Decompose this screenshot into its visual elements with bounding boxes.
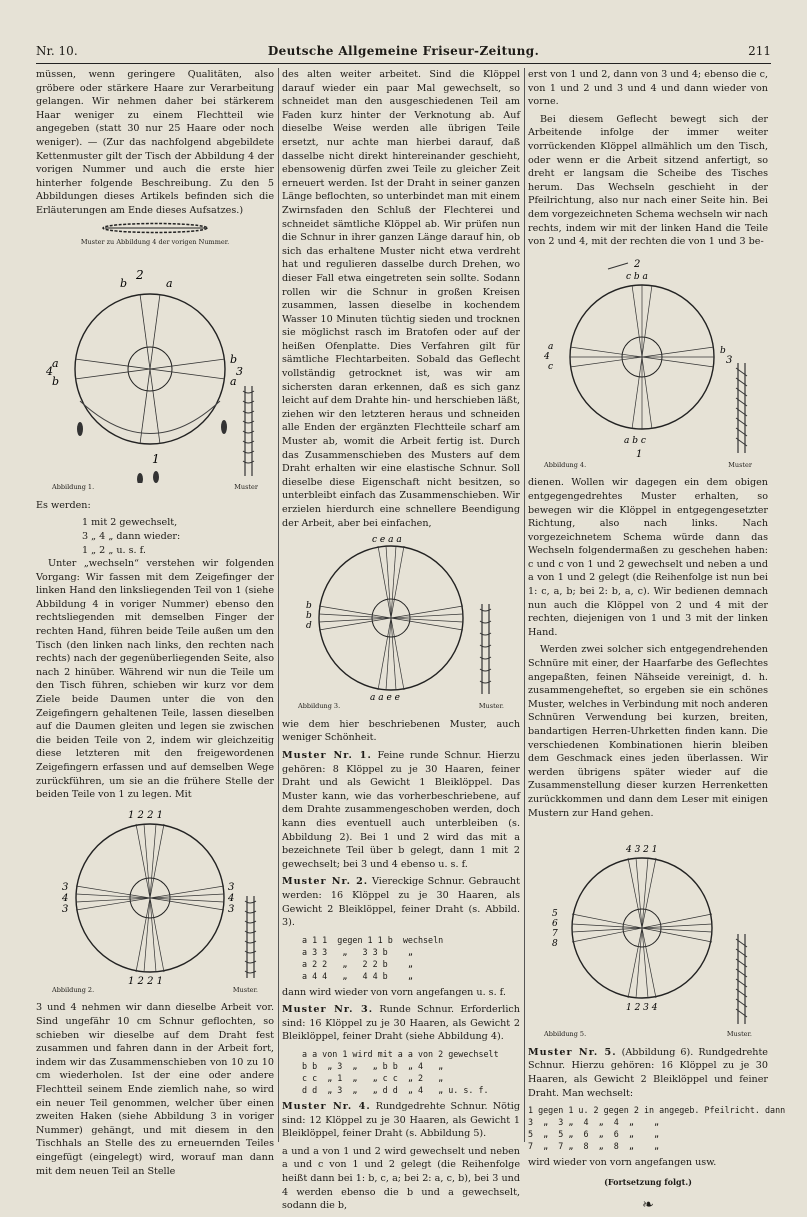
exchange-list [82, 516, 274, 557]
svg-text:c b a: c b a [626, 271, 648, 282]
svg-text:8: 8 [552, 939, 558, 950]
column-3 [528, 68, 786, 1214]
table-row: a 1 1 gegen 1 1 b wechseln [302, 934, 444, 945]
paragraph: 3 und 4 nehmen wir dann dieselbe Arbeit vor. Sind ungefähr 10 cm Schnur geflochten, so schieben wir dieselbe auf dem Draht fest zusammen und fahren dann in der Arbeit fort, indem wir das Zusammenschieben von 10 zu 10 cm wiederholen. Ist der eine oder andere Flechtteil seinem Ende ziemlich nahe, so wird ein neuer Teil genommen, welcher über einen zweiten Haken (siehe Abbildung 3 in voriger Nummer) gehängt, und mit diesem in den Tischhals an Stelle des zu erneuernden Teiles eingefügt (eingelegt) wird, worauf man dann mit dem neuen Teil an Stelle [36, 1002, 274, 1177]
figure-sample-label: Muster [234, 483, 258, 492]
figure-label: Abbildung 2. [52, 985, 95, 994]
page-number: 211 [748, 44, 771, 58]
svg-text:7: 7 [552, 929, 558, 940]
pattern-5 [528, 1046, 768, 1100]
svg-text:3: 3 [62, 881, 69, 893]
svg-text:a: a [52, 357, 59, 371]
svg-text:4: 4 [544, 351, 550, 362]
pattern-text: (Abbildung 6). Rundgedrehte Schnur. Hierzu gehören: 16 Klöppel zu je 30 Haaren, als Gewicht 2 Bleiklöppel und feiner Draht. Man wechselt: [528, 1046, 768, 1099]
table-row: a a von 1 wird mit a a von 2 gewechselt [302, 1049, 499, 1060]
paragraph: müssen, wenn geringere Qualitäten, also gröbere oder stärkere Haare zur Verarbeitung gelangen. Wir nehmen daher bei stärkerem Haar weniger zu einem Flechtteil wie angegeben (statt 30 nur 25 Haare oder noch weniger). — (Zur das nachfolgend abgebildete Kettenmuster gilt der Tisch der Abbildung 4 der vorigen Nummer und auch die erste hier hinterher folgende Beschreibung. Zu den 5 Abbildungen dieses Artikels befinden sich die Erläuterungen am Ende dieses Aufsatzes.) [36, 69, 274, 216]
figure-sample-label: Muster. [726, 1030, 752, 1039]
paragraph: Unter „wechseln“ verstehen wir folgenden Vorgang: Wir fassen mit dem Zeigefinger der linken Hand den linksliegenden Teil von 1 (siehe Abbildung 4 in voriger Nummer) ebenso den rechtsliegenden mit demselben Finger der rechten Hand, führen beide Teile außen um den Tisch (den linken nach links, den rechten nach rechts) nach der gegenüberliegenden Seite, also nach 2 hinüber. Während wir nun die Teile um den Tisch führen, schieben wir kurz vor dem Ziele beide Daumen unter die von den Zeigefingern gehaltenen Teile, lassen dieselben auf die Daumen gleiten und legen sie zwischen die beiden Teile von 2, indem wir gleichzeitig diese letzteren mit den freigewordenen Zeigefingern erfassen und auf demselben Wege zurückführen, um sie an die frühere Stelle der beiden Teile von 1 zu legen. Mit [36, 558, 274, 801]
pattern-title: Muster Nr. 3. [282, 1004, 374, 1016]
figure-label: Abbildung 5. [544, 1030, 587, 1039]
svg-text:3: 3 [228, 881, 235, 893]
svg-text:b: b [306, 601, 312, 612]
paragraph: des alten weiter arbeitet. Sind die Klöppel darauf wieder ein paar Mal gewechselt, so schneidet man den ausgeschiedenen Teil am Faden kurz hinter der Verknotung ab. Auf dieselbe Weise werden alle übrigen Teile ersetzt, nur achte man hierbei darauf, daß dasselbe nicht direkt hintereinander geschieht, ebensowenig dürfen zwei Teile zu gleicher Zeit erneuert werden. Ist der Draht in seiner ganzen Länge beflochten, so unterbindet man mit einem Zwirnsfaden den Schluß der Flechterei und schneidet sämtliche Klöppel ab. Wir prüfen nun die Schnur in ihrer ganzen Länge darauf hin, ob sich das erhaltene Muster nicht etwa verdreht hat und regulieren dasselbe durch Drehen, wo dieser Fall etwa eingetreten sein sollte. Sodann rollen wir die Schnur in großen Kreisen zusammen, lassen dieselbe in kochendem Wasser 10 Minuten tüchtig sieden und trocknen sie möglichst rasch im Bratofen oder auf der heißen Ofenplatte. Dies Verfahren gilt für sämtliche Flechtarbeiten. Sobald das Geflecht vollständig getrocknet ist, was wir am sichersten daran erkennen, daß es sich ganz leicht auf dem Drahte hin- und herschieben läßt, ziehen wir den letzteren heraus und schneiden alle Enden der ergänzten Flechtteile scharf am Muster ab, womit die Arbeit fertig ist. Durch das Zusammenschieben des Musters auf dem Draht erhalten wir eine elastische Schnur. Soll dieselbe diese Eigenschaft nicht besitzen, so unterbleibt einfach das Zusammenschieben. Wir erzielen hierdurch eine schnellere Beendigung der Arbeit, aber bei einfachen, [282, 69, 520, 529]
page-header [36, 40, 771, 62]
table-row: d d „ 3 „ „ d d „ 4 „ u. s. f. [302, 1085, 489, 1096]
figure-sample-label: Muster. [232, 985, 258, 994]
pattern-title: Muster Nr. 5. [528, 1046, 617, 1058]
column-divider [278, 68, 279, 1142]
svg-text:a: a [548, 341, 554, 352]
table-row: a 3 3 „ 3 3 b „ [302, 946, 413, 957]
pattern-1 [282, 749, 520, 871]
pattern-3-table [302, 1048, 520, 1096]
svg-text:a a e e: a a e e [370, 693, 400, 703]
issue-number: Nr. 10. [36, 44, 78, 58]
list-item: 3 „ 4 „ dann wieder: [82, 530, 181, 542]
svg-text:a: a [230, 375, 237, 389]
braiding-table-figure-2 [40, 806, 270, 986]
list-item: 1 „ 2 „ u. s. f. [82, 544, 146, 556]
paragraph: erst von 1 und 2, dann von 3 und 4; ebenso die c, von 1 und 2 und 3 und 4 und dann wieder von vorne. [528, 69, 768, 108]
pattern-name: Rundgedrehte Schnur. [375, 1101, 488, 1113]
chain-pattern-figure [100, 222, 210, 234]
header-rule [36, 63, 771, 64]
figure-label: Abbildung 3. [298, 702, 341, 711]
svg-text:4 3 2 1: 4 3 2 1 [626, 845, 658, 856]
paragraph: dienen. Wollen wir dagegen ein dem obigen entgegengedrehtes Muster erhalten, so bewegen wir die Klöppel in entgegengesetzter Richtung, also nach links. Nach vorgezeichnetem Schema würde dann das Wechseln folgendermaßen zu geschehen haben: c und c von 1 und 2 gewechselt und neben a und a von 1 und 2 gelegt (die Reihenfolge ist nun bei 1: c, a, b; bei 2: b, a, c). Wir bedienen demnach nun auch die Klöppel von 2 und 4 mit der rechten, diejenigen von 1 und 3 mit der linken Hand. [528, 477, 768, 638]
pattern-text: Nötig sind: 12 Klöppel zu je 30 Haaren, als Gewicht 1 Bleiklöppel, feiner Draht (s. Abbildung 5). [282, 1101, 520, 1140]
svg-text:b: b [120, 277, 128, 291]
svg-text:d: d [306, 621, 312, 632]
svg-text:4: 4 [46, 365, 53, 379]
figure-caption: Muster zu Abbildung 4 der vorigen Nummer. [80, 237, 230, 246]
paragraph: Werden zwei solcher sich entgegendrehenden Schnüre mit einer, der Haarfarbe des Geflechtes angepaßten, feinen Nähseide vereinigt, d. h. zusammengeheftet, so ergeben sie ein schönes Muster, welches in Verbindung mit noch anderen Schnüren Verwendung bei kurzen, breiten, bandartigen Herren-Uhrketten finden kann. Die verschiedenen Kombinationen hierin bleiben dem Geschmack eines jeden überlassen. Wir werden übrigens später wieder auf die Zusammenstellung dieser kurzen Herrenketten zurückkommen und dann dem Leser mit einigen Mustern zur Hand gehen. [528, 644, 768, 819]
svg-text:3: 3 [62, 903, 69, 915]
table-row: a 2 2 „ 2 2 b „ [302, 958, 413, 969]
figure-label: Abbildung 4. [544, 460, 587, 469]
newspaper-title: Deutsche Allgemeine Friseur-Zeitung. [267, 44, 540, 58]
pattern-text: Erforderlich sind: 16 Klöppel zu je 30 Haaren, als Gewicht 2 Bleiklöppel, feiner Draht (siehe Abbildung 4). [282, 1004, 520, 1043]
paragraph: dann wird wieder von vorn angefangen u. s. f. [282, 986, 506, 998]
svg-text:1 2 3 4: 1 2 3 4 [626, 1003, 658, 1014]
paragraph: Es werden: [36, 499, 91, 511]
svg-text:c: c [548, 361, 554, 372]
braiding-table-figure-4 [530, 253, 766, 461]
list-item: 1 mit 2 gewechselt, [82, 517, 178, 529]
paragraph: a und a von 1 und 2 wird gewechselt und neben a und c von 1 und 2 gelegt (die Reihenfolge heißt dann bei 1: b, c, a; bei 2: a, c, b), bei 3 und 4 werden ebenso die b und a gewechselt, sodann die b, [282, 1145, 520, 1212]
pattern-text: Hierzu gehören: 8 Klöppel zu je 30 Haaren, feiner Draht und als Gewicht 1 Bleiklöppel. Das Muster kann, wie das vorherbeschriebene, auf dem Drahte zusammengeschoben werden, doch kann dies eventuell auch unterbleiben (s. Abbildung 2). Bei 1 und 2 wird das mit a bezeichnete Teil über b gelegt, dann 1 mit 2 gewechselt; bei 3 und 4 ebenso u. s. f. [282, 749, 520, 870]
svg-text:1: 1 [636, 448, 643, 460]
pattern-title: Muster Nr. 2. [282, 876, 369, 888]
paragraph: Bei diesem Geflecht bewegt sich der Arbeitende infolge der immer weiter vorrückenden Klöppel allmählich um den Tisch, oder wenn er die Arbeit sitzend anfertigt, so dreht er langsam die Scheibe des Tisches herum. Das Wechseln geschieht in der Pfeilrichtung, also nur nach einer Seite hin. Bei dem vorgezeichneten Schema wechseln wir nach rechts, indem wir mit der linken Hand die Teile von 2 und 4, mit der rechten die von 1 und 3 be- [528, 113, 768, 248]
pattern-2-table [302, 934, 520, 982]
paragraph: wird wieder von vorn angefangen usw. [528, 1157, 717, 1169]
table-row: 7 „ 7 „ 8 „ 8 „ „ [528, 1141, 660, 1152]
svg-text:4: 4 [228, 892, 235, 904]
pattern-text: Gebraucht werden: 16 Klöppel zu je 30 Haaren, als Gewicht 2 Bleiklöppel, feiner Draht (s. Abbild. 3). [282, 876, 520, 929]
svg-text:6: 6 [552, 919, 558, 930]
svg-text:2: 2 [634, 258, 641, 270]
svg-text:a b c: a b c [624, 435, 646, 446]
table-row: 3 „ 3 „ 4 „ 4 „ „ [528, 1117, 660, 1128]
table-row: a 4 4 „ 4 4 b „ [302, 970, 413, 981]
svg-text:3: 3 [228, 903, 235, 915]
figure-2-labels [36, 984, 274, 998]
figure-label: Abbildung 1. [52, 483, 95, 492]
table-row: 5 „ 5 „ 6 „ 6 „ „ [528, 1129, 660, 1140]
svg-text:b: b [720, 345, 726, 356]
figure-1-labels [36, 481, 274, 495]
pattern-4 [282, 1100, 520, 1141]
figure-4-labels [528, 459, 768, 473]
svg-text:1 2 2 1: 1 2 2 1 [128, 975, 163, 986]
svg-text:1: 1 [152, 452, 160, 467]
figure-5-labels [528, 1028, 768, 1042]
figure-3-labels [282, 700, 520, 714]
svg-text:b: b [230, 353, 238, 367]
svg-text:c e a a: c e a a [372, 535, 402, 546]
pattern-name: Feine runde Schnur. [377, 749, 482, 761]
continuation-note: (Fortsetzung folgt.) [604, 1176, 692, 1187]
ornament-icon: ❧ [642, 1197, 654, 1214]
column-2 [282, 68, 520, 1217]
svg-text:a: a [166, 277, 173, 291]
table-row: c c „ 1 „ „ c c „ 2 „ [302, 1073, 444, 1084]
svg-text:2: 2 [136, 268, 144, 283]
svg-text:5: 5 [552, 909, 558, 920]
pattern-name: Viereckige Schnur. [372, 876, 465, 888]
braiding-table-figure-1 [40, 251, 270, 483]
svg-text:3: 3 [236, 365, 243, 379]
pattern-title: Muster Nr. 4. [282, 1101, 371, 1113]
figure-sample-label: Muster [728, 460, 752, 469]
figure-sample-label: Muster. [478, 702, 504, 711]
svg-text:3: 3 [726, 354, 733, 366]
braiding-table-figure-3 [286, 534, 516, 702]
pattern-name: Runde Schnur. [379, 1004, 455, 1016]
pattern-3 [282, 1003, 520, 1044]
table-row: b b „ 3 „ „ b b „ 4 „ [302, 1061, 444, 1072]
column-divider [524, 68, 525, 1142]
svg-text:b: b [306, 611, 312, 622]
svg-text:4: 4 [62, 892, 69, 904]
pattern-2 [282, 875, 520, 929]
pattern-5-table [528, 1104, 786, 1152]
braiding-table-figure-5 [530, 824, 766, 1030]
column-1 [36, 68, 274, 1182]
pattern-title: Muster Nr. 1. [282, 749, 372, 761]
svg-text:b: b [52, 375, 60, 389]
table-row: 1 gegen 1 u. 2 gegen 2 in angegeb. Pfeilricht. dann [528, 1105, 786, 1116]
svg-text:1 2 2 1: 1 2 2 1 [128, 809, 163, 821]
paragraph: wie dem hier beschriebenen Muster, auch weniger Schönheit. [282, 718, 520, 744]
